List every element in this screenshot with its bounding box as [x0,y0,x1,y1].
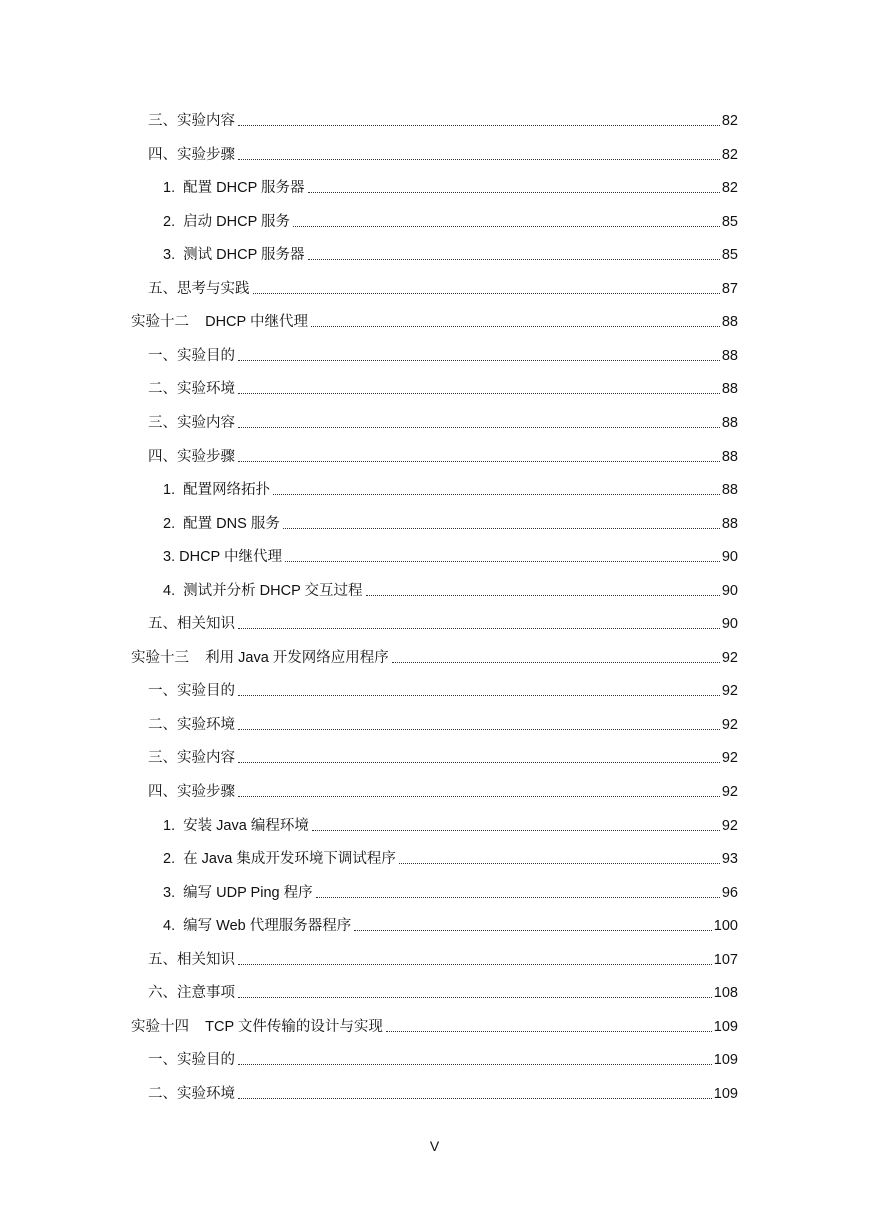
toc-entry[interactable] [0,175,738,197]
toc-entry-page: 87 [721,280,738,297]
toc-entry-page: 88 [721,314,738,331]
toc-entry-title: 1. 配置 DHCP 服务器 [163,180,305,197]
toc-entry-page: 100 [713,918,738,935]
toc-entry-page: 109 [713,1052,738,1069]
toc-entry[interactable] [0,947,738,969]
toc-entry-title: 四、实验步骤 [148,448,235,465]
toc-entry[interactable] [0,343,738,365]
toc-entry-page: 82 [721,180,738,197]
toc-entry[interactable] [0,276,738,298]
toc-entry-title: 六、注意事项 [148,985,235,1002]
toc-entry[interactable] [0,913,738,935]
toc-entry-title: 3. 编写 UDP Ping 程序 [163,884,313,901]
dot-leader [293,226,720,227]
toc-entry-title: 实验十二 DHCP 中继代理 [131,314,308,331]
dot-leader [308,259,720,260]
toc-entry-title: 二、实验环境 [148,381,235,398]
toc-entry-page: 88 [721,448,738,465]
dot-leader [312,830,720,831]
dot-leader [238,628,720,629]
page-number: V [429,1138,440,1154]
toc-entry-title: 四、实验步骤 [148,146,235,163]
toc-entry-title: 3. DHCP 中继代理 [163,549,282,566]
toc-entry-title: 1. 安装 Java 编程环境 [163,817,309,834]
dot-leader [238,729,720,730]
toc-entry-title: 五、相关知识 [148,951,235,968]
toc-entry-title: 3. 测试 DHCP 服务器 [163,247,305,264]
toc-entry-page: 93 [721,851,738,868]
toc-entry-page: 109 [713,1018,738,1035]
toc-entry[interactable] [0,410,738,432]
toc-entry-title: 三、实验内容 [148,414,235,431]
toc-entry-page: 88 [721,381,738,398]
toc-entry-title: 一、实验目的 [148,1052,235,1069]
dot-leader [238,360,720,361]
toc-entry-page: 109 [713,1085,738,1102]
dot-leader [238,762,720,763]
dot-leader [285,561,720,562]
dot-leader [238,796,720,797]
dot-leader [238,695,720,696]
toc-entry[interactable] [0,980,738,1002]
toc-entry-page: 88 [721,515,738,532]
dot-leader [238,427,720,428]
dot-leader [238,461,720,462]
toc-entry[interactable] [0,779,738,801]
toc-entry[interactable] [0,813,738,835]
toc-entry-title: 五、相关知识 [148,616,235,633]
toc-entry[interactable] [0,108,738,130]
toc-entry[interactable] [0,1081,738,1103]
dot-leader [399,863,720,864]
toc-entry-title: 4. 测试并分析 DHCP 交互过程 [163,582,363,599]
toc-entry[interactable] [0,544,738,566]
toc-entry-title: 实验十三 利用 Java 开发网络应用程序 [131,649,389,666]
toc-entry[interactable] [0,376,738,398]
toc-entry-page: 82 [721,146,738,163]
dot-leader [238,393,720,394]
toc-entry[interactable] [0,645,738,667]
dot-leader [238,964,712,965]
toc-entry-title: 实验十四 TCP 文件传输的设计与实现 [131,1018,383,1035]
dot-leader [238,125,720,126]
toc-entry[interactable] [0,678,738,700]
toc-entry-title: 四、实验步骤 [148,784,235,800]
toc-entry-page: 96 [721,884,738,901]
dot-leader [392,662,720,663]
dot-leader [238,1064,712,1065]
dot-leader [311,326,720,327]
toc-entry-page: 92 [721,683,738,700]
toc-entry-page: 92 [721,784,738,800]
dot-leader [354,930,712,931]
toc-entry[interactable] [0,242,738,264]
toc-entry[interactable] [0,309,738,331]
toc-entry[interactable] [0,712,738,734]
toc-entry-title: 二、实验环境 [148,716,235,733]
toc-entry-title: 2. 在 Java 集成开发环境下调试程序 [163,851,396,868]
toc-entry[interactable] [0,511,738,533]
toc-entry-page: 88 [721,414,738,431]
toc-entry-page: 92 [721,649,738,666]
toc-entry-page: 85 [721,247,738,264]
toc-entry[interactable] [0,477,738,499]
toc-entry-title: 三、实验内容 [148,113,235,129]
dot-leader [366,595,720,596]
dot-leader [238,159,720,160]
toc-entry[interactable] [0,880,738,902]
toc-entry[interactable] [0,1047,738,1069]
dot-leader [238,997,712,998]
toc-entry-page: 92 [721,750,738,767]
toc-entry-title: 4. 编写 Web 代理服务器程序 [163,918,352,935]
toc-entry-page: 92 [721,716,738,733]
dot-leader [238,1098,712,1099]
toc-entry-title: 二、实验环境 [148,1085,235,1102]
toc-entry-title: 三、实验内容 [148,750,235,767]
toc-entry-title: 一、实验目的 [148,683,235,700]
dot-leader [386,1031,712,1032]
toc-entry-title: 一、实验目的 [148,347,235,364]
toc-entry[interactable] [0,444,738,466]
toc-entry[interactable] [0,578,738,600]
toc-entry-title: 2. 配置 DNS 服务 [163,515,280,532]
dot-leader [273,494,720,495]
toc-entry-page: 88 [721,482,738,499]
dot-leader [283,528,720,529]
toc-entry-page: 92 [721,817,738,834]
toc-entry-page: 82 [721,113,738,129]
dot-leader [253,293,720,294]
toc-entry-page: 107 [713,951,738,968]
toc-entry[interactable] [0,611,738,633]
dot-leader [308,192,720,193]
toc-entry[interactable] [0,745,738,767]
toc-entry-title: 五、思考与实践 [148,280,250,297]
toc-entry-title: 1. 配置网络拓扑 [163,482,271,499]
toc-entry-page: 90 [721,549,738,566]
toc-entry[interactable] [0,142,738,164]
toc-entry-page: 90 [721,616,738,633]
toc-entry-title: 2. 启动 DHCP 服务 [163,213,291,230]
toc-entry-page: 108 [713,985,738,1002]
toc-entry[interactable] [0,209,738,231]
toc-entry[interactable] [0,846,738,868]
toc-entry-page: 90 [721,582,738,599]
toc-entry-page: 85 [721,213,738,230]
dot-leader [316,897,720,898]
toc-entry-page: 88 [721,347,738,364]
toc-entry[interactable] [0,1014,738,1036]
